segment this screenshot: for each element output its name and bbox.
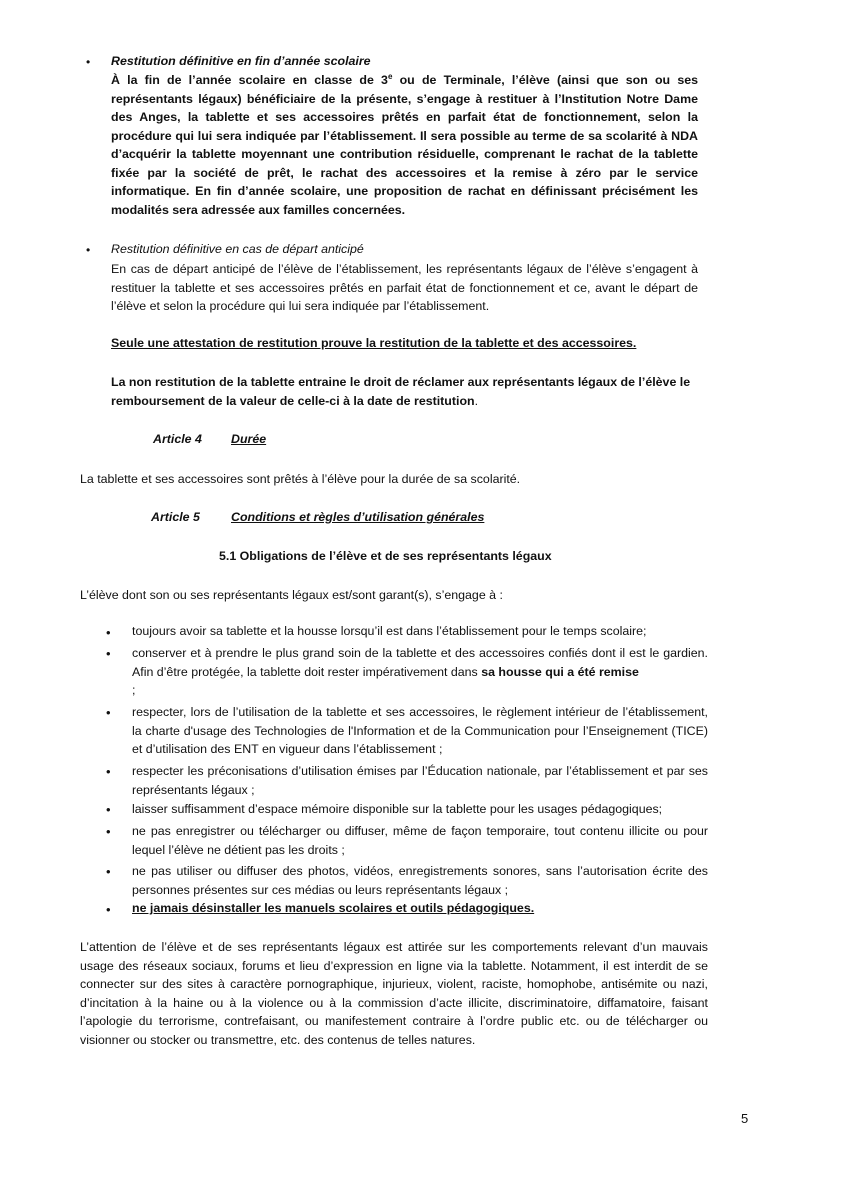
list-item: ne pas utiliser ou diffuser des photos, vidéos, enregistrements sonores, sans l’autorisation écrite des personnes présentes sur ces médias ou leurs représentants légaux ;: [132, 864, 708, 897]
bullet-dot: •: [106, 625, 111, 640]
section-title-final-return: Restitution définitive en fin d’année scolaire: [111, 54, 371, 68]
page-number: 5: [741, 1111, 749, 1126]
list-item: respecter les préconisations d’utilisation émises par l’Éducation nationale, par l’établissement et par ses représentants légaux ;: [132, 764, 708, 797]
paragraph-final-return: À la fin de l’année scolaire en classe de 3e ou de Terminale, l’élève (ainsi que son ou ses représentants légaux) bénéficiaire de la présente, s’engage à restituer à l’Institution Notre Dame des Anges, la tablette et ses accessoires prêtés en parfait état de fonctionnement, selon la procédure qui lui sera indiquée par l’établissement. Il sera possible au terme de sa scolarité à NDA d’acquérir la tablette moyennant une contribution résiduelle, comprenant le rachat de la tablette fixée par la société de prêt, le rachat des accessoires et la remise à zéro par le service informatique. En fin d’année scolaire, une proposition de rachat en définissant précisément les modalités sera adressée aux familles concernées.: [111, 71, 699, 217]
list-item: conserver et à prendre le plus grand soin de la tablette et des accessoires confiés dont il est le gardien. Afin d’être protégée, la tablette doit rester impérativement dans sa housse qui a été remise ;: [132, 646, 708, 697]
list-item: respecter, lors de l’utilisation de la tablette et ses accessoires, le règlement intérieur de l’établissement, la charte d'usage des Technologies de l'Information et de la Communication pour l’Enseignement (TICE) et d’utilisation des ENT en vigueur dans l’établissement ;: [132, 705, 708, 756]
bullet-dot: •: [106, 902, 111, 917]
article-4-number: Article 4: [153, 432, 202, 446]
bullet-dot: •: [106, 824, 111, 839]
section-title-early-return: Restitution définitive en cas de départ anticipé: [111, 242, 364, 256]
bullet-dot: •: [86, 243, 91, 257]
bullet-dot: •: [106, 646, 111, 661]
article-5-closing-paragraph: L’attention de l’élève et de ses représentants légaux est attirée sur les comportements relevant d’un mauvais usage des réseaux sociaux, forums et lieu d’expression en ligne via la tablette. Notamment, il est interdit de se connecter sur des sites à caractère pornographique, injurieux, violent, raciste, homophobe, antisémite ou nazi, d’incitation à la haine ou à la violence ou à la commission d’acte illicite, discriminatoire, diffamatoire, faisant l’apologie du terrorisme, contrefaisant, ou manifestement contraire à l’ordre public etc. ou de télécharger ou visionner ou stocker ou transmettre, etc. des contenus de telles natures.: [80, 940, 708, 1047]
notice-attestation: Seule une attestation de restitution prouve la restitution de la tablette et des accessoires.: [111, 336, 637, 350]
bullet-dot: •: [106, 764, 111, 779]
article-5-title: Conditions et règles d’utilisation générales: [231, 510, 485, 524]
article-5-subheading: 5.1 Obligations de l’élève et de ses représentants légaux: [219, 549, 552, 563]
list-item: toujours avoir sa tablette et la housse lorsqu’il est dans l’établissement pour le temps scolaire;: [132, 624, 647, 638]
notice-non-return: La non restitution de la tablette entraine le droit de réclamer aux représentants légaux de l’élève le remboursement de la valeur de celle-ci à la date de restitution.: [111, 375, 691, 408]
list-item: ne jamais désinstaller les manuels scolaires et outils pédagogiques.: [132, 901, 535, 915]
list-item: ne pas enregistrer ou télécharger ou diffuser, même de façon temporaire, tout contenu illicite ou pour lequel l’élève ne détient pas les droits ;: [132, 824, 708, 857]
article-4-text: La tablette et ses accessoires sont prêtés à l’élève pour la durée de sa scolarité.: [80, 472, 521, 486]
paragraph-early-return: En cas de départ anticipé de l’élève de l’établissement, les représentants légaux de l’élève s’engagent à restituer la tablette et ses accessoires prêtés en parfait état de fonctionnement et ce, avant le départ de l’élève et selon la procédure qui lui sera indiquée par l’établissement.: [111, 262, 698, 313]
bullet-dot: •: [106, 802, 111, 817]
article-5-number: Article 5: [151, 510, 200, 524]
bullet-dot: •: [106, 705, 111, 720]
bullet-dot: •: [86, 55, 91, 69]
bullet-dot: •: [106, 864, 111, 879]
article-5-intro: L’élève dont son ou ses représentants légaux est/sont garant(s), s’engage à :: [80, 588, 503, 602]
list-item: laisser suffisamment d’espace mémoire disponible sur la tablette pour les usages pédagogiques;: [132, 802, 663, 816]
article-4-title: Durée: [231, 432, 267, 446]
